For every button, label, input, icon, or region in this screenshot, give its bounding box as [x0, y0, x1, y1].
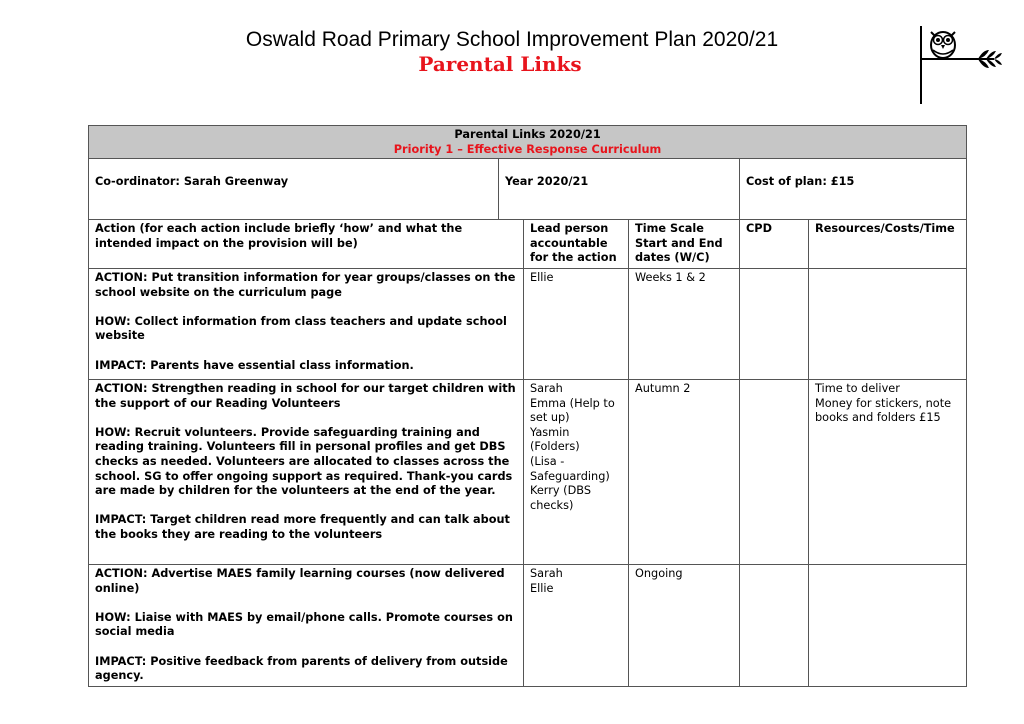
timescale-cell: Weeks 1 & 2	[629, 268, 740, 379]
action-text: ACTION: Put transition information for year groups/classes on the school website on the curriculum page	[95, 270, 516, 299]
lead-cell	[524, 268, 629, 379]
resources-cell	[809, 268, 967, 379]
column-header-lead: Lead person accountable for the action	[524, 220, 629, 269]
impact-text: IMPACT: Positive feedback from parents of delivery from outside agency.	[95, 654, 508, 683]
cpd-cell	[740, 564, 809, 686]
lead-person: Ellie	[530, 270, 554, 284]
coordinator-cell: Co-ordinator: Sarah Greenway	[89, 159, 499, 220]
owl-logo-icon	[916, 24, 1006, 108]
cpd-cell	[740, 268, 809, 379]
lead-person: Emma (Help to set up)	[530, 396, 615, 425]
action-cell	[89, 268, 524, 379]
table-row	[89, 268, 967, 379]
how-text: HOW: Recruit volunteers. Provide safeguarding training and reading training. Volunteers fill in personal profiles and get DBS checks as needed. Volunteers are allocated to classes across the school. SG to offer ongoing support as required. Thank-you cards are made by children for the volunteers at the end of the year.	[95, 425, 513, 498]
lead-person: (Lisa -Safeguarding)	[530, 454, 610, 483]
lead-cell	[524, 379, 629, 564]
priority-label: Priority 1 – Effective Response Curriculum	[393, 142, 662, 156]
how-text: HOW: Liaise with MAES by email/phone calls. Promote courses on social media	[95, 610, 513, 639]
lead-cell	[524, 564, 629, 686]
resources-cell	[809, 564, 967, 686]
document-title: Oswald Road Primary School Improvement Plan 2020/21	[245, 28, 779, 51]
timescale-cell: Autumn 2	[629, 379, 740, 564]
table-row	[89, 379, 967, 564]
cpd-cell	[740, 379, 809, 564]
lead-person: Ellie	[530, 581, 554, 595]
action-cell	[89, 379, 524, 564]
lead-person: Sarah	[530, 566, 563, 580]
column-header-action: Action (for each action include briefly ‘how’ and what the intended impact on the provision will be)	[89, 220, 524, 269]
action-text: ACTION: Strengthen reading in school for our target children with the support of our Reading Volunteers	[95, 381, 516, 410]
how-text: HOW: Collect information from class teachers and update school website	[95, 314, 507, 343]
table-row	[89, 564, 967, 686]
resource-item: Money for stickers, note books and folders £15	[815, 396, 952, 425]
table-header	[89, 126, 967, 159]
cost-cell: Cost of plan: £15	[740, 159, 967, 220]
column-header-cpd: CPD	[740, 220, 809, 269]
document-subtitle: Parental Links	[418, 52, 582, 76]
column-header-resources: Resources/Costs/Time	[809, 220, 967, 269]
resource-item: Time to deliver	[815, 381, 900, 395]
table-title: Parental Links 2020/21	[454, 128, 601, 141]
impact-text: IMPACT: Target children read more frequently and can talk about the books they are reading to the volunteers	[95, 513, 510, 541]
lead-person: Kerry (DBS checks)	[530, 484, 591, 512]
year-cell: Year 2020/21	[499, 159, 740, 220]
lead-person: Yasmin (Folders)	[530, 425, 580, 454]
action-text: ACTION: Advertise MAES family learning courses (now delivered online)	[95, 566, 505, 595]
resources-cell	[809, 379, 967, 564]
action-cell	[89, 564, 524, 686]
impact-text: IMPACT: Parents have essential class information.	[95, 358, 414, 372]
timescale-cell: Ongoing	[629, 564, 740, 686]
column-header-timescale: Time Scale Start and End dates (W/C)	[629, 220, 740, 269]
improvement-plan-table	[88, 125, 955, 687]
lead-person: Sarah	[530, 381, 563, 395]
